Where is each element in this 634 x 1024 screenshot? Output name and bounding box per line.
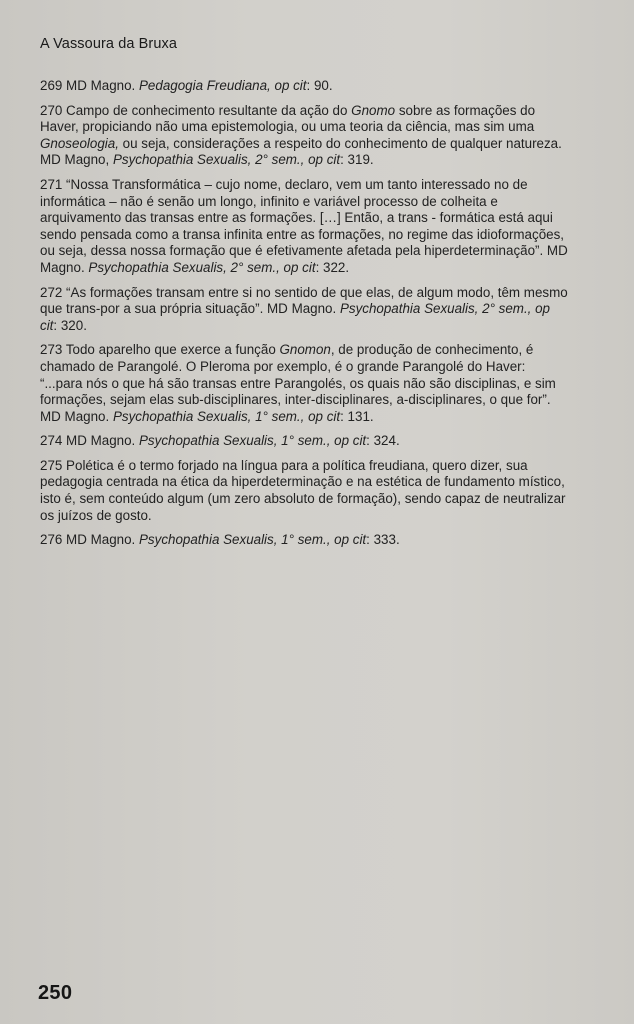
- endnote-text: 273 Todo aparelho que exerce a função: [40, 342, 280, 358]
- endnotes-list: [40, 78, 568, 557]
- running-head: A Vassoura da Bruxa: [40, 36, 178, 52]
- endnote-citation-italic: Psychopathia Sexualis, 2° sem., op cit: [40, 301, 550, 333]
- endnote-276: [40, 532, 568, 549]
- endnote-text: sobre as formações do Haver, propiciando não uma epistemologia, ou uma teoria da ciência, mas sim uma: [40, 102, 536, 135]
- endnote-275: [40, 458, 568, 524]
- endnote-citation-italic: Psychopathia Sexualis, 1° sem., op cit: [112, 408, 341, 424]
- endnote-text: : 131.: [340, 408, 374, 424]
- endnote-text: : 320.: [53, 317, 87, 333]
- endnote-text: 270 Campo de conhecimento resultante da ação do: [40, 102, 352, 118]
- endnote-text: : 322.: [315, 259, 350, 275]
- page-number: 250: [38, 982, 73, 1004]
- endnote-text: 276 MD Magno.: [40, 532, 139, 548]
- endnote-text: 272 “As formações transam entre si no sentido de que elas, de algum modo, têm mesmo que trans-por a sua própria situação”. MD Magno.: [40, 284, 568, 317]
- endnote-text: 271 “Nossa Transformática – cujo nome, declaro, vem um tanto interessado no de informática – não é senão um longo, infinito e variável processo de colheita e arquivamento das transas entre as formações. […] Então, a trans - formática está aqui sendo pensada como a transa infinita entre as formações, no regime das idioformações, ou seja, dessa nossa formação que é efetivamente afetada pela hiperdeterminação”. MD Magno.: [40, 176, 568, 275]
- endnote-citation-italic: Pedagogia Freudiana, op cit: [139, 78, 307, 93]
- endnote-273: [40, 342, 568, 425]
- endnote-text: : 90.: [306, 78, 333, 93]
- endnote-citation-italic: Psychopathia Sexualis, 2° sem., op cit: [88, 259, 316, 275]
- endnote-citation-italic: Psychopathia Sexualis, 1° sem., op cit: [139, 433, 367, 449]
- endnote-citation-italic: Gnoseologia,: [40, 135, 119, 151]
- endnote-text: 274 MD Magno.: [40, 433, 139, 449]
- endnote-citation-italic: Psychopathia Sexualis, 1° sem., op cit: [139, 532, 367, 548]
- endnote-text: 269 MD Magno.: [40, 78, 139, 93]
- endnote-270: [40, 103, 568, 169]
- endnote-text: 275 Polética é o termo forjado na língua para a política freudiana, quero dizer, sua pedagogia centrada na ética da hiperdeterminação e na estética de fundamento místico, isto é, sem conteúdo algum (um zero absoluto de formação), sendo capaz de neutralizar os juízos de gosto.: [40, 457, 566, 523]
- endnote-text: : 319.: [340, 152, 374, 168]
- endnote-citation-italic: Gnomon: [279, 342, 331, 358]
- endnote-271: [40, 177, 568, 277]
- endnote-text: : 324.: [366, 433, 400, 449]
- endnote-text: : 333.: [366, 532, 400, 548]
- endnote-274: [40, 433, 568, 450]
- endnote-citation-italic: Gnomo: [351, 102, 396, 118]
- endnote-citation-italic: Psychopathia Sexualis, 2° sem., op cit: [112, 152, 341, 168]
- endnote-text: ou seja, considerações a respeito do conhecimento de qualquer natureza. MD Magno,: [40, 135, 562, 168]
- endnote-272: [40, 285, 568, 335]
- endnote-269: [40, 78, 568, 95]
- endnote-text: , de produção de conhecimento, é chamado de Parangolé. O Pleroma por exemplo, é o grande Parangolé do Haver: “...para nós o que há são transas entre Parangolés, os quais não são disciplinas, e sim formações, sejam elas sub-disciplinares, inter-disciplinares, a-disciplinares, o que for”. MD Magno.: [40, 342, 556, 424]
